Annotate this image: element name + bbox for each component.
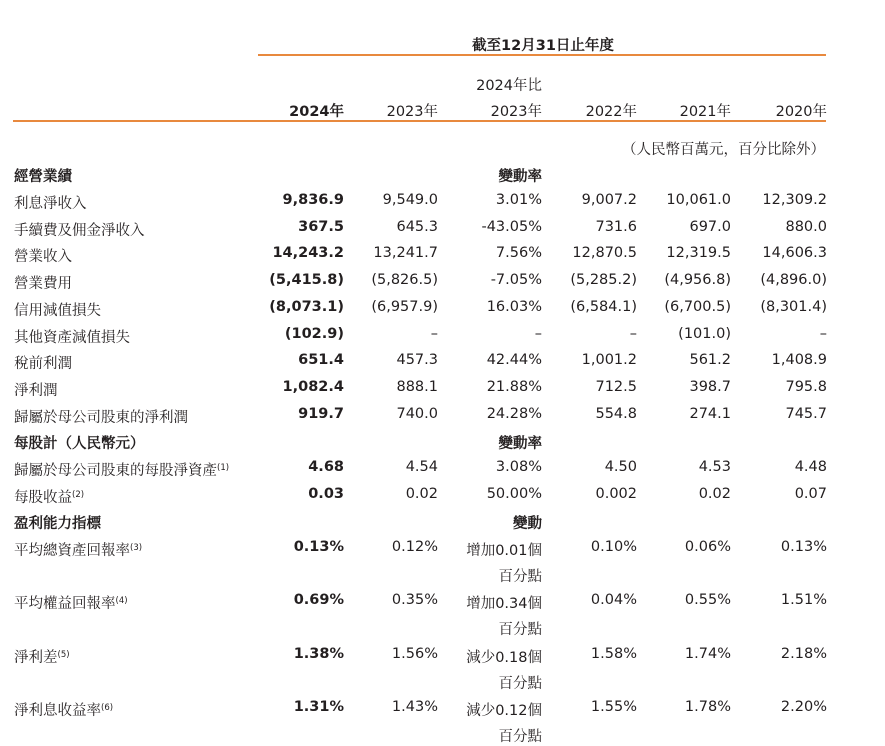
section-change-title-per_share: 變動率	[498, 436, 542, 452]
cell-col5: 795.8	[785, 378, 827, 395]
cell-col2: –	[534, 325, 542, 342]
cell-col4: 0.06%	[684, 539, 731, 555]
cell-col5: 2.20%	[780, 698, 827, 715]
row-label	[14, 539, 142, 560]
cell-col3: 731.6	[595, 218, 637, 235]
cell-col5: 1,408.9	[771, 352, 827, 369]
cell-change-line2: 百分點	[498, 675, 542, 692]
cell-col4: 4.53	[698, 459, 731, 475]
col-header-2022: 2022年	[585, 104, 637, 120]
cell-col5: (4,896.0)	[760, 272, 827, 289]
cell-col4: 274.1	[689, 405, 731, 422]
cell-col5: 745.7	[785, 405, 827, 422]
col-header-2024: 2024年	[289, 104, 344, 120]
row-label-text: 歸屬於母公司股東的淨利潤	[14, 409, 188, 426]
row-label	[14, 592, 128, 613]
cell-col0: 1.31%	[293, 698, 344, 715]
cell-col0: 367.5	[298, 218, 344, 235]
cell-col5: 14,606.3	[762, 245, 827, 262]
cell-col4: 0.02	[698, 485, 731, 502]
row-label-text: 每股收益	[14, 489, 72, 506]
cell-col5: 4.48	[794, 459, 827, 475]
header-divider-main	[13, 120, 826, 122]
row-label	[14, 459, 229, 480]
cell-col5: 0.13%	[780, 539, 827, 555]
cell-col2: 16.03%	[486, 298, 542, 315]
cell-col1: 457.3	[396, 352, 438, 369]
footnote-ref: (2)	[72, 489, 85, 500]
cell-col1: 9,549.0	[382, 192, 438, 208]
section-title-per_share: 每股計（人民幣元）	[14, 436, 145, 452]
unit-note: （人民幣百萬元，百分比除外）	[622, 142, 825, 158]
cell-col1: 0.12%	[391, 539, 438, 555]
cell-col0: 0.03	[308, 485, 344, 502]
cell-col3: (6,584.1)	[570, 298, 637, 315]
cell-col0: (8,073.1)	[269, 298, 344, 315]
row-label	[14, 272, 72, 293]
row-label	[14, 299, 101, 320]
footnote-ref: (4)	[115, 596, 128, 607]
row-label	[14, 219, 145, 240]
cell-col2: 50.00%	[486, 485, 542, 502]
cell-change-line2: 百分點	[498, 622, 542, 639]
cell-col5: 12,309.2	[762, 192, 827, 208]
cell-col0: 0.13%	[293, 539, 344, 555]
row-label	[14, 326, 130, 347]
cell-col4: 12,319.5	[666, 245, 731, 262]
row-label	[14, 245, 72, 266]
cell-col2: 3.08%	[495, 459, 542, 475]
cell-col4: 10,061.0	[666, 192, 731, 208]
cell-col3: 0.002	[595, 485, 637, 502]
section-title-operating: 經營業績	[14, 169, 72, 185]
cell-col4: 0.55%	[684, 592, 731, 609]
row-label	[14, 486, 84, 507]
col-header-2021: 2021年	[679, 104, 731, 120]
cell-col5: 1.51%	[780, 592, 827, 609]
cell-col3: 1,001.2	[581, 352, 637, 369]
row-label-text: 平均總資產回報率	[14, 543, 130, 559]
cell-col2: 42.44%	[486, 352, 542, 369]
cell-col0: 9,836.9	[282, 192, 344, 208]
cell-col2: 減少0.12個	[466, 702, 542, 719]
cell-col1: 1.43%	[391, 698, 438, 715]
cell-col3: 712.5	[595, 378, 637, 395]
col-header-change-line1: 2024年比	[476, 78, 542, 94]
row-label	[14, 192, 87, 213]
col-header-2020: 2020年	[775, 104, 827, 120]
section-change-title-operating: 變動率	[498, 169, 542, 185]
cell-col4: 398.7	[689, 378, 731, 395]
row-label-text: 淨利息收益率	[14, 702, 101, 719]
cell-col0: 651.4	[298, 352, 344, 369]
cell-col3: –	[629, 325, 637, 342]
cell-col3: (5,285.2)	[570, 272, 637, 289]
footnote-ref: (3)	[130, 543, 143, 553]
footnote-ref: (5)	[57, 649, 70, 660]
section-title-profitability: 盈利能力指標	[14, 516, 101, 532]
cell-col4: (4,956.8)	[664, 272, 731, 289]
cell-col3: 554.8	[595, 405, 637, 422]
cell-col3: 1.58%	[590, 645, 637, 662]
cell-col0: (102.9)	[284, 325, 344, 342]
cell-col2: 24.28%	[486, 405, 542, 422]
cell-col3: 0.10%	[590, 539, 637, 555]
cell-change-line2: 百分點	[498, 728, 542, 745]
cell-col2: 增加0.01個	[466, 543, 542, 559]
cell-col0: 4.68	[308, 459, 344, 475]
cell-col5: 2.18%	[780, 645, 827, 662]
row-label-text: 平均權益回報率	[14, 596, 116, 613]
cell-col1: 13,241.7	[373, 245, 438, 262]
cell-col2: -43.05%	[481, 218, 542, 235]
row-label	[14, 379, 58, 400]
cell-col0: (5,415.8)	[269, 272, 344, 289]
cell-col3: 4.50	[604, 459, 637, 475]
row-label-text: 手續費及佣金淨收入	[14, 222, 145, 239]
cell-col1: 1.56%	[391, 645, 438, 662]
cell-col1: 0.02	[405, 485, 438, 502]
cell-col2: 21.88%	[486, 378, 542, 395]
cell-col4: 561.2	[689, 352, 731, 369]
cell-col2: 7.56%	[495, 245, 542, 262]
row-label-text: 利息淨收入	[14, 196, 87, 212]
cell-col4: (101.0)	[678, 325, 731, 342]
cell-col2: 減少0.18個	[466, 649, 542, 666]
cell-change-line2: 百分點	[498, 569, 542, 585]
cell-col2: 3.01%	[495, 192, 542, 208]
cell-col1: 0.35%	[391, 592, 438, 609]
row-label	[14, 699, 113, 720]
col-header-change-line2: 2023年	[490, 104, 542, 120]
cell-col0: 1,082.4	[282, 378, 344, 395]
cell-col5: (8,301.4)	[760, 298, 827, 315]
cell-col1: 888.1	[396, 378, 438, 395]
row-label-text: 營業費用	[14, 276, 72, 293]
row-label-text: 歸屬於母公司股東的每股淨資產	[14, 463, 217, 479]
row-label-text: 淨利潤	[14, 382, 58, 399]
cell-col4: 697.0	[689, 218, 731, 235]
cell-col2: -7.05%	[490, 272, 542, 289]
cell-col2: 增加0.34個	[466, 596, 542, 613]
row-label-text: 信用減值損失	[14, 302, 101, 319]
row-label	[14, 646, 70, 667]
cell-col3: 1.55%	[590, 698, 637, 715]
cell-col0: 919.7	[298, 405, 344, 422]
row-label	[14, 352, 72, 373]
cell-col0: 14,243.2	[272, 245, 344, 262]
cell-col0: 0.69%	[293, 592, 344, 609]
cell-col3: 9,007.2	[581, 192, 637, 208]
cell-col4: 1.74%	[684, 645, 731, 662]
cell-col0: 1.38%	[293, 645, 344, 662]
row-label-text: 稅前利潤	[14, 356, 72, 373]
col-header-2023: 2023年	[386, 104, 438, 120]
cell-col3: 12,870.5	[572, 245, 637, 262]
row-label-text: 淨利差	[14, 649, 58, 666]
cell-col1: 645.3	[396, 218, 438, 235]
cell-col5: –	[819, 325, 827, 342]
cell-col4: 1.78%	[684, 698, 731, 715]
cell-col3: 0.04%	[590, 592, 637, 609]
section-change-title-profitability: 變動	[513, 516, 542, 532]
cell-col1: –	[430, 325, 438, 342]
cell-col1: (5,826.5)	[371, 272, 438, 289]
row-label-text: 其他資產減值損失	[14, 329, 130, 346]
period-title: 截至12月31日止年度	[472, 38, 614, 54]
cell-col5: 880.0	[785, 218, 827, 235]
cell-col5: 0.07	[794, 485, 827, 502]
row-label	[14, 406, 188, 427]
cell-col1: 740.0	[396, 405, 438, 422]
cell-col1: 4.54	[405, 459, 438, 475]
footnote-ref: (6)	[101, 702, 114, 713]
cell-col4: (6,700.5)	[664, 298, 731, 315]
row-label-text: 營業收入	[14, 249, 72, 266]
cell-col1: (6,957.9)	[371, 298, 438, 315]
header-divider-top	[258, 54, 826, 56]
footnote-ref: (1)	[217, 463, 230, 473]
